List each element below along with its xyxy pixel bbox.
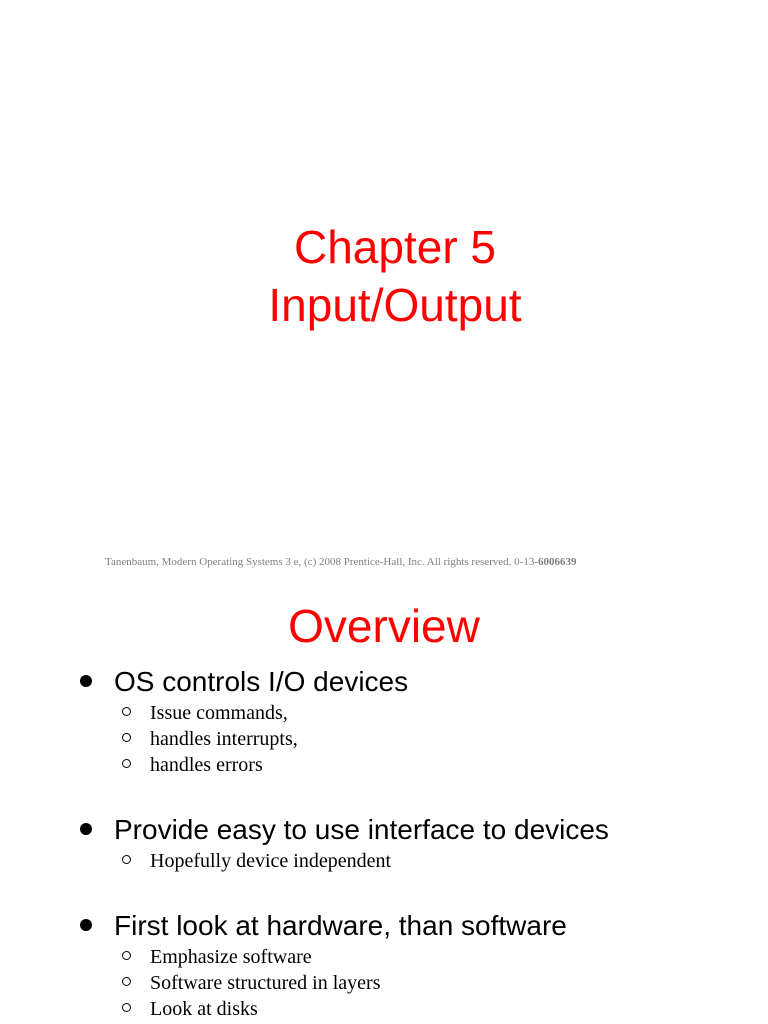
sub-bullet-text: Emphasize software	[150, 946, 312, 968]
bullet-text: Provide easy to use interface to devices	[114, 814, 609, 845]
hollow-circle-bullet-icon	[122, 855, 131, 864]
sub-bullet-text: handles interrupts,	[150, 728, 298, 750]
bullet-text: OS controls I/O devices	[114, 666, 409, 697]
bullet-os-controls-row	[80, 664, 760, 700]
hollow-circle-bullet-icon	[122, 733, 131, 742]
sub-bullet-item	[122, 944, 760, 970]
filled-circle-bullet-icon	[80, 675, 92, 687]
overview-title: Overview	[288, 600, 480, 652]
sub-bullet-item	[122, 752, 760, 778]
sub-bullet-item	[122, 848, 760, 874]
chapter-title-line1: Chapter 5	[293, 221, 496, 273]
hollow-circle-bullet-icon	[122, 707, 131, 716]
sub-bullet-item	[122, 726, 760, 752]
bullet-easy-interface	[80, 812, 760, 874]
sub-bullet-item	[122, 700, 760, 726]
bullet-hardware-software	[80, 908, 760, 1022]
bullet-easy-interface-row	[80, 812, 760, 848]
bullet-os-controls	[80, 664, 760, 778]
sub-bullet-text: Look at disks	[150, 998, 258, 1020]
sub-bullet-text: Hopefully device independent	[150, 850, 392, 872]
chapter-title	[0, 218, 768, 334]
sub-bullet-text: handles errors	[150, 754, 263, 776]
sub-bullet-item	[122, 970, 760, 996]
bullet-text: First look at hardware, than software	[114, 910, 567, 941]
sub-bullet-item	[122, 996, 760, 1022]
sub-bullet-text: Software structured in layers	[150, 972, 381, 994]
sub-bullet-list	[80, 944, 760, 1022]
copyright-text: Tanenbaum, Modern Operating Systems 3 e, (c) 2008 Prentice-Hall, Inc. All rights reserved. 0-13-	[105, 556, 539, 568]
filled-circle-bullet-icon	[80, 823, 92, 835]
chapter-title-line2: Input/Output	[268, 279, 522, 331]
sub-bullet-text: Issue commands,	[150, 702, 288, 724]
hollow-circle-bullet-icon	[122, 977, 131, 986]
hollow-circle-bullet-icon	[122, 1003, 131, 1012]
copyright-footer	[105, 556, 577, 568]
bullet-hardware-software-row	[80, 908, 760, 944]
overview-bullet-list	[80, 664, 760, 1022]
isbn-number: 6006639	[538, 556, 577, 568]
sub-bullet-list	[80, 700, 760, 778]
filled-circle-bullet-icon	[80, 919, 92, 931]
hollow-circle-bullet-icon	[122, 759, 131, 768]
sub-bullet-list	[80, 848, 760, 874]
hollow-circle-bullet-icon	[122, 951, 131, 960]
